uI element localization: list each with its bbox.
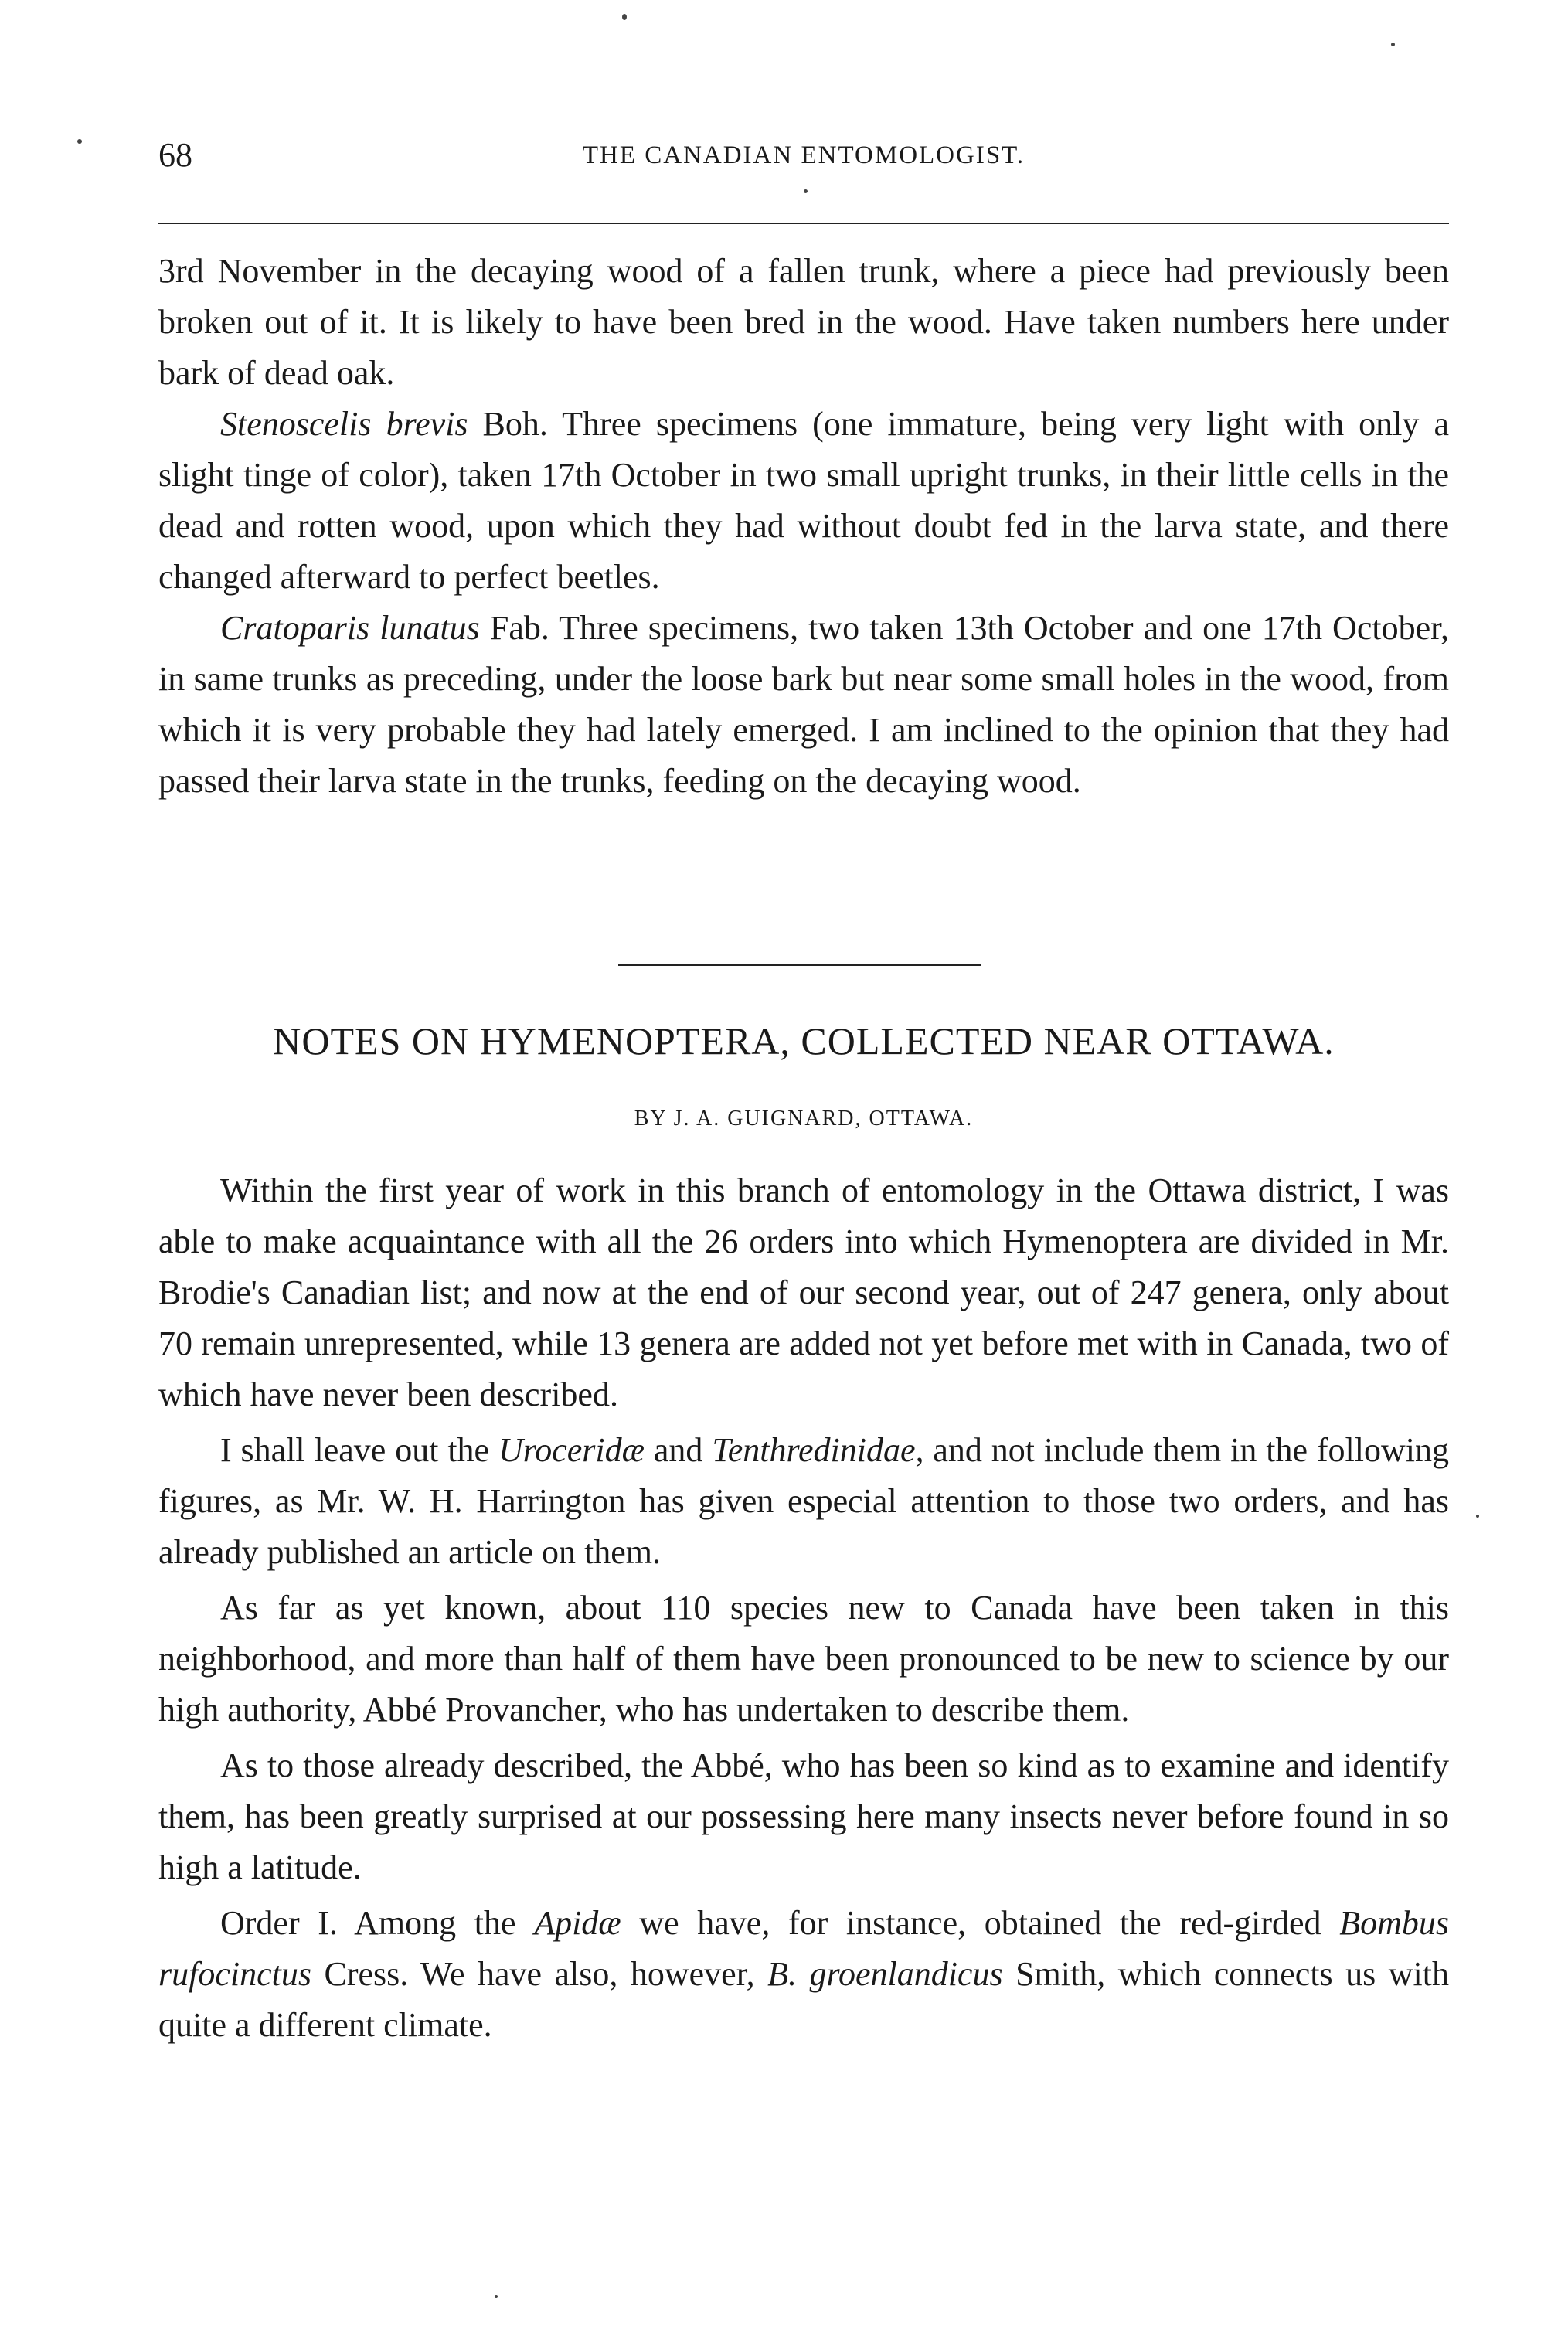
continued-paragraph-3 (158, 603, 1449, 807)
species-name: Stenoscelis brevis (220, 405, 468, 443)
page-header (158, 135, 1449, 182)
family-name: Uroceridæ (498, 1431, 645, 1469)
paragraph-text: Boh. Three specimens (one immature, being very light with only a slight tinge of color), taken 17th October in two small upright trunks, in their little cells in the dead and rotten wood, upon which they had without doubt fed in the larva state, and there changed afterward to perfect beetles. (158, 405, 1450, 596)
paragraph-text: Smith, which connects us with quite a different climate. (158, 1955, 1449, 2044)
article-title: NOTES ON HYMENOPTERA, COLLECTED NEAR OTTAWA. (273, 1019, 1335, 1063)
paragraph-text: and not include them in the following figures, as Mr. W. H. Harrington has given especial attention to those two orders, and has already published an article on them. (158, 1431, 1450, 1571)
article-paragraph-2 (158, 1425, 1449, 1578)
article-paragraph-4: As to those already described, the Abbé, who has been so kind as to examine and identify them, has been greatly surprised at our possessing here many insects never before found in so high a latitude. (158, 1746, 1449, 1886)
family-name: Apidæ (534, 1904, 621, 1942)
species-name: Bombus rufocinctus (158, 1904, 1449, 1993)
paragraph-text: Fab. Three specimens, two taken 13th October and one 17th October, in same trunks as preceding, under the loose bark but near some small holes in the wood, from which it is very probable they had lately emerged. I am inclined to the opinion that they had passed their larva state in the trunks, feeding on the decaying wood. (158, 609, 1449, 800)
continued-article (158, 246, 1449, 807)
paragraph-text: Order I. Among the (220, 1904, 535, 1942)
journal-page (158, 0, 1449, 2336)
scan-speck (495, 2295, 498, 2298)
scan-speck (804, 189, 808, 193)
species-name: B. groenlandicus (767, 1955, 1003, 1993)
article-paragraph-1: Within the first year of work in this branch of entomology in the Ottawa district, I was able to make acquaintance with all the 26 orders into which Hymenoptera are divided in Mr. Brodie's Canadian list; and now at the end of our second year, out of 247 genera, only about 70 remain unrepresented, while 13 genera are added not yet before met with in Canada, two of which have never been described. (158, 1171, 1449, 1413)
paragraph-text: and (645, 1431, 713, 1469)
article-byline: BY J. A. GUIGNARD, OTTAWA. (634, 1107, 974, 1131)
continued-paragraph-1: 3rd November in the decaying wood of a fallen trunk, where a piece had previously been broken out of it. It is likely to have been bred in the wood. Have taken numbers here under bark of dead oak. (158, 252, 1449, 392)
article-paragraph-3: As far as yet known, about 110 species new to Canada have been taken in this neighborhood, and more than half of them have been pronounced to be new to science by our high authority, Abbé Provancher, who has undertaken to describe them. (158, 1589, 1449, 1729)
scan-speck (622, 14, 627, 20)
continued-paragraph-2 (158, 399, 1449, 603)
scan-speck (1476, 1515, 1479, 1518)
running-title: THE CANADIAN ENTOMOLOGIST. (582, 141, 1025, 169)
paragraph-text: I shall leave out the (220, 1431, 498, 1469)
article-paragraph-5 (158, 1898, 1449, 2051)
species-name: Cratoparis lunatus (220, 609, 480, 647)
section-divider (618, 964, 981, 966)
scan-speck (77, 139, 82, 144)
family-name: Tenthredinidae, (712, 1431, 924, 1469)
paragraph-text: Cress. We have also, however, (311, 1955, 768, 1993)
scan-speck (1391, 43, 1395, 46)
header-rule (158, 223, 1449, 224)
page-number: 68 (158, 136, 192, 174)
paragraph-text: we have, for instance, obtained the red-girded (621, 1904, 1340, 1942)
article-body (158, 1165, 1449, 2055)
